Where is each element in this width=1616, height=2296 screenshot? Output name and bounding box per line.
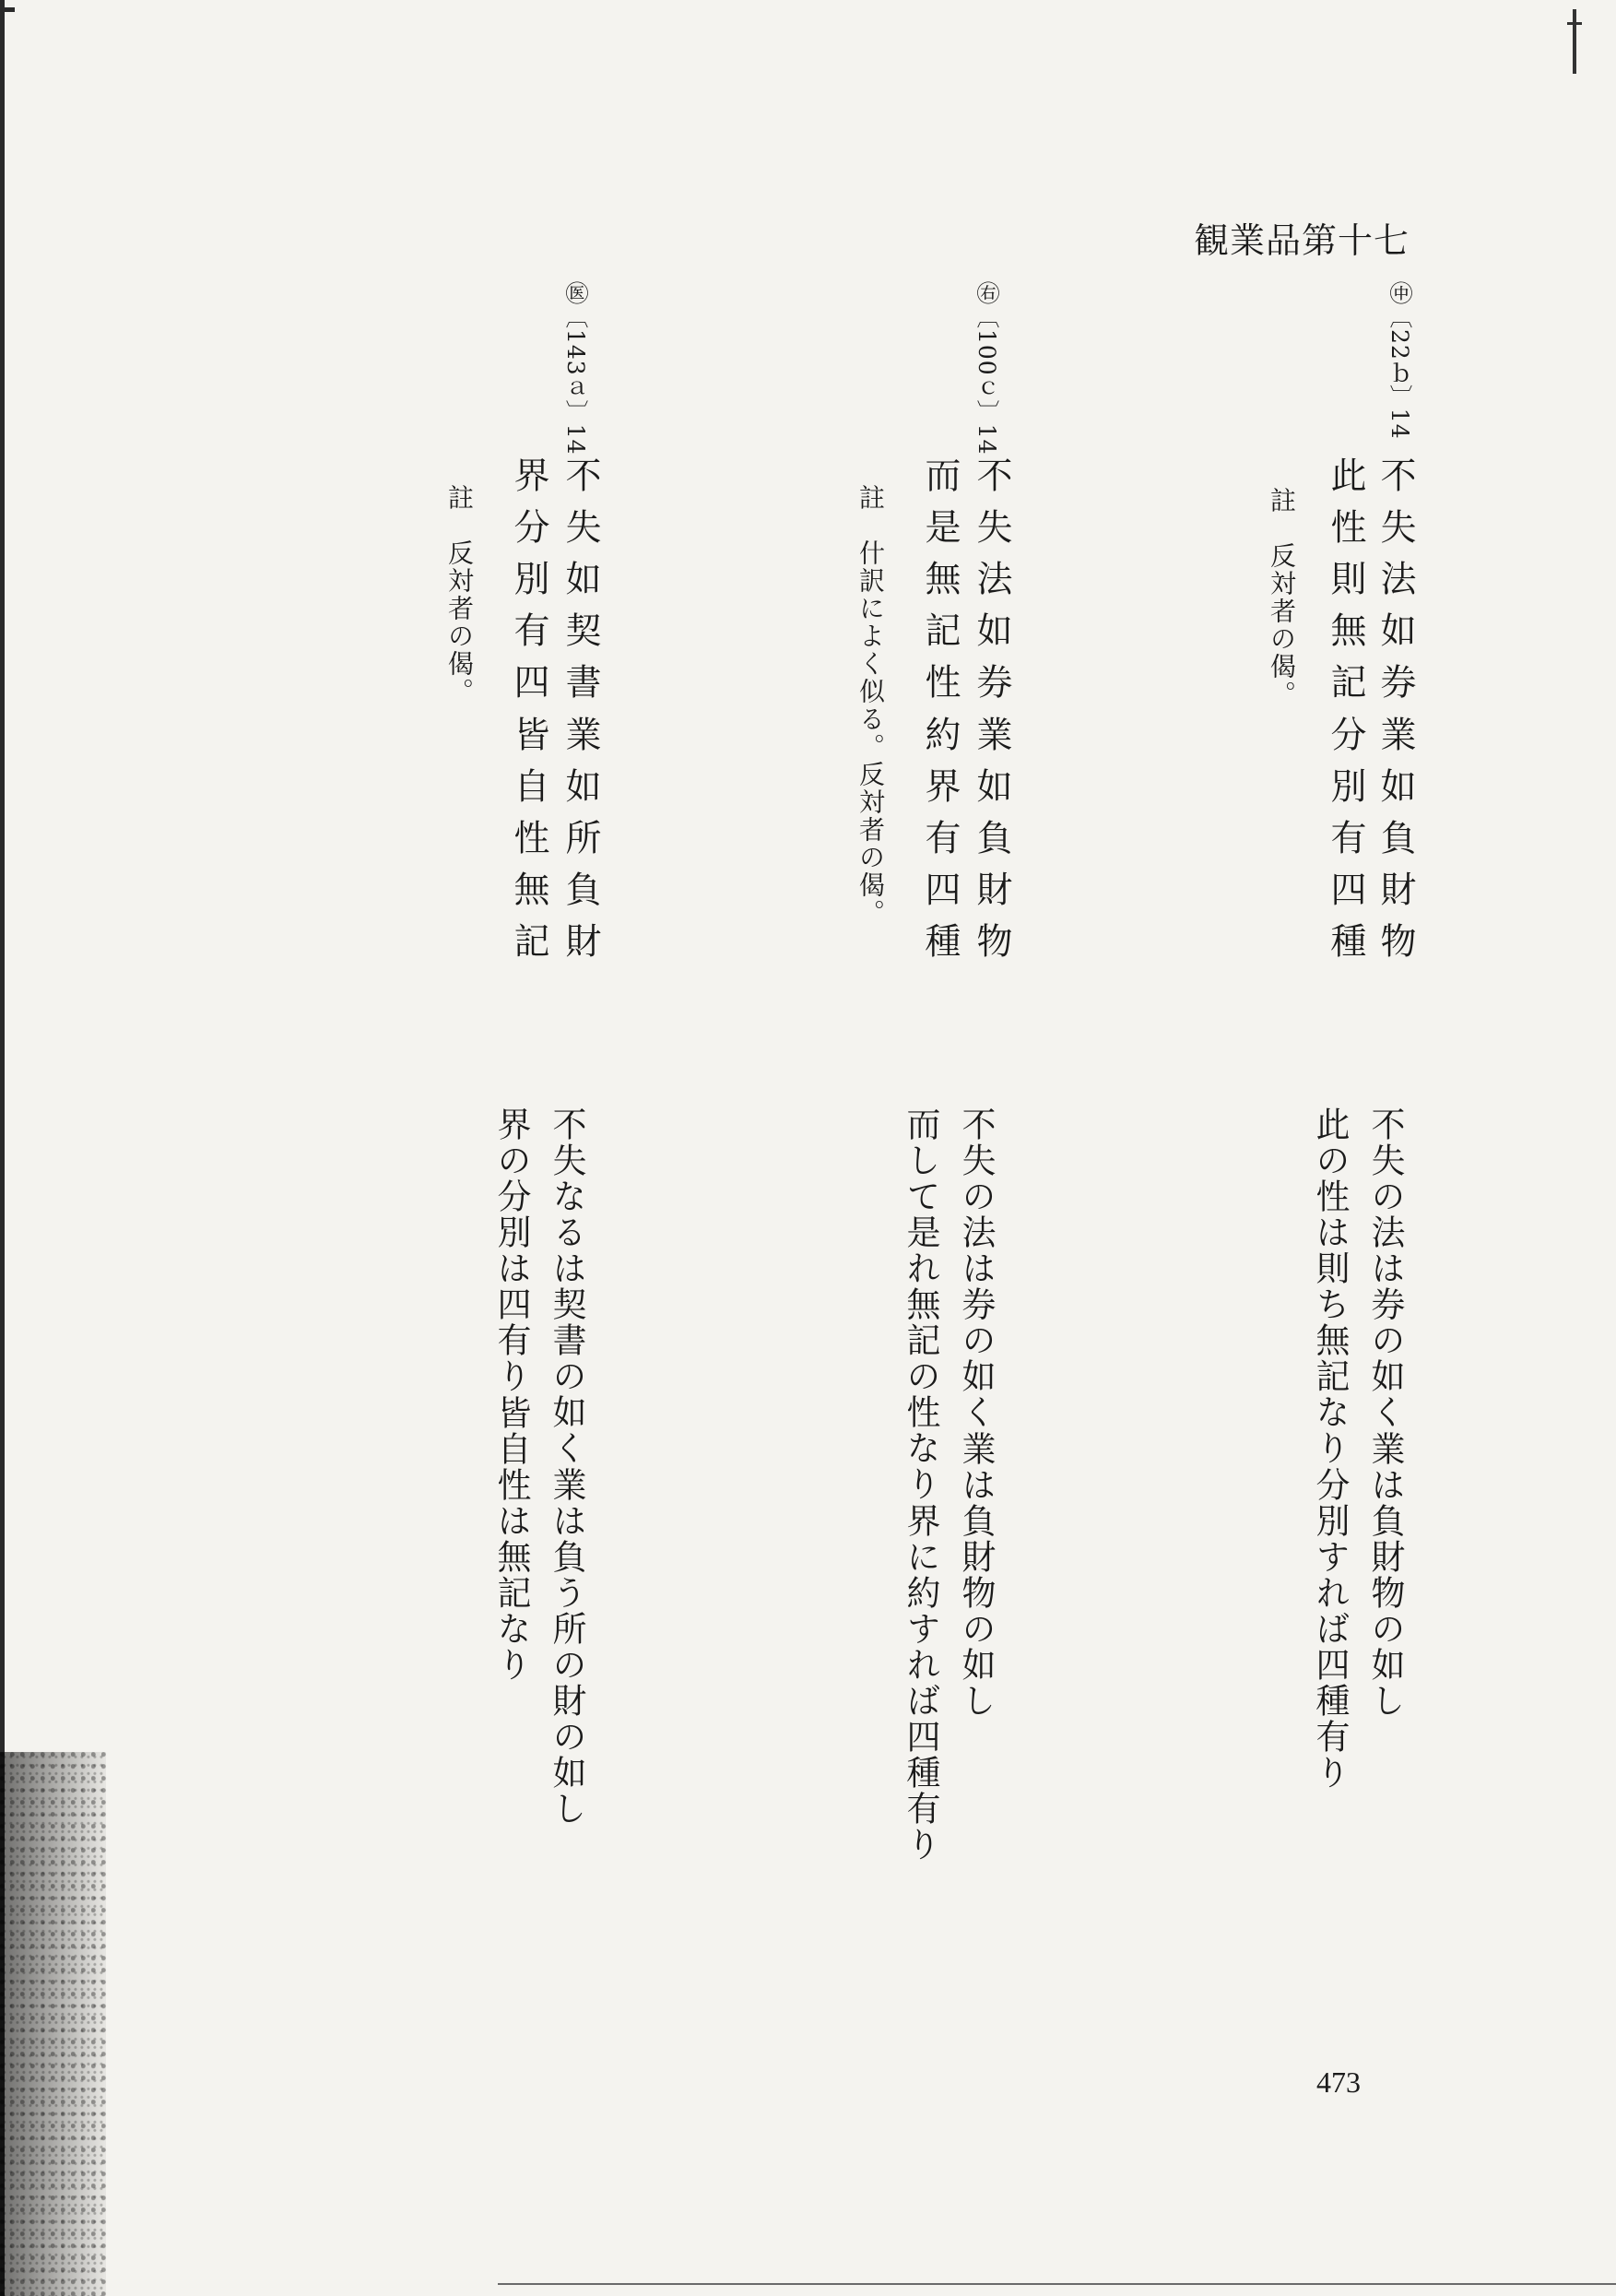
translation-phrase: 界に約すれば四種有り	[901, 1503, 940, 1863]
translation-phrase: 不失の法は券の如く	[1365, 1107, 1405, 1430]
translation-phrase: 業は負う所の財の如し	[547, 1467, 586, 1827]
verse-phrase: 不失法如券	[1374, 456, 1416, 715]
scan-bottom-edge	[498, 2283, 1616, 2285]
verse-phrase: 皆自性無記	[508, 716, 549, 974]
scan-right-tick	[1567, 22, 1582, 25]
section-1-verse-line-1	[1368, 456, 1421, 974]
verse-phrase: 業如所負財	[560, 716, 601, 974]
translation-phrase: 界の分別は四有り	[491, 1107, 531, 1394]
section-3-reference: ㊩〔143ａ〕14	[562, 281, 589, 456]
translation-phrase: 不失の法は券の如く	[956, 1107, 996, 1430]
verse-phrase: 約界有四種	[919, 716, 961, 974]
section-1-note: 註 反対者の偈。	[1267, 487, 1297, 708]
section-3-translation-line-2	[491, 1107, 531, 1683]
section-1-translation-line-2	[1310, 1107, 1350, 1791]
section-2-verse-line-2	[913, 456, 966, 974]
verse-phrase: 分別有四種	[1325, 716, 1366, 974]
translation-phrase: 皆自性は無記なり	[491, 1395, 531, 1683]
section-1-translation-line-1	[1365, 1107, 1405, 1719]
section-3-verse-line-2	[501, 456, 555, 974]
page-number: 473	[1316, 2065, 1361, 2099]
scan-noise	[0, 1752, 106, 2296]
verse-phrase: 不失法如券	[971, 456, 1012, 715]
section-1-reference: ㊥〔22ｂ〕14	[1386, 281, 1413, 440]
translation-phrase: 分別すれば四種有り	[1310, 1467, 1350, 1791]
translation-phrase: 此の性は則ち無記なり	[1310, 1107, 1350, 1466]
section-2-translation-line-1	[956, 1107, 996, 1719]
section-2-translation-line-2	[903, 1107, 938, 1863]
section-3-verse-line-1	[553, 456, 607, 974]
verse-phrase: 業如負財物	[1374, 716, 1416, 974]
section-3-note: 註 反対者の偈。	[444, 484, 475, 705]
verse-phrase: 業如負財物	[971, 716, 1012, 974]
translation-phrase: 而して是れ無記の性なり	[901, 1107, 940, 1502]
scan-corner-mark	[0, 7, 15, 12]
verse-phrase: 而是無記性	[919, 456, 961, 715]
translation-phrase: 業は負財物の如し	[956, 1431, 996, 1719]
translation-phrase: 不失なるは契書の如く	[547, 1107, 586, 1466]
scan-right-mark	[1573, 9, 1576, 74]
verse-phrase: 不失如契書	[560, 456, 601, 715]
section-2-verse-line-1	[964, 456, 1018, 974]
translation-phrase: 業は負財物の如し	[1365, 1431, 1405, 1719]
running-head: 観業品第十七	[1194, 220, 1410, 261]
section-2-reference: ㊨〔100ｃ〕14	[973, 281, 1000, 456]
section-2-note: 註 什訳によく似る。反対者の偈。	[855, 484, 886, 927]
section-3-translation-line-1	[549, 1107, 584, 1827]
verse-phrase: 此性則無記	[1325, 456, 1366, 715]
verse-phrase: 界分別有四	[508, 456, 549, 715]
section-1-verse-line-2	[1318, 456, 1372, 974]
